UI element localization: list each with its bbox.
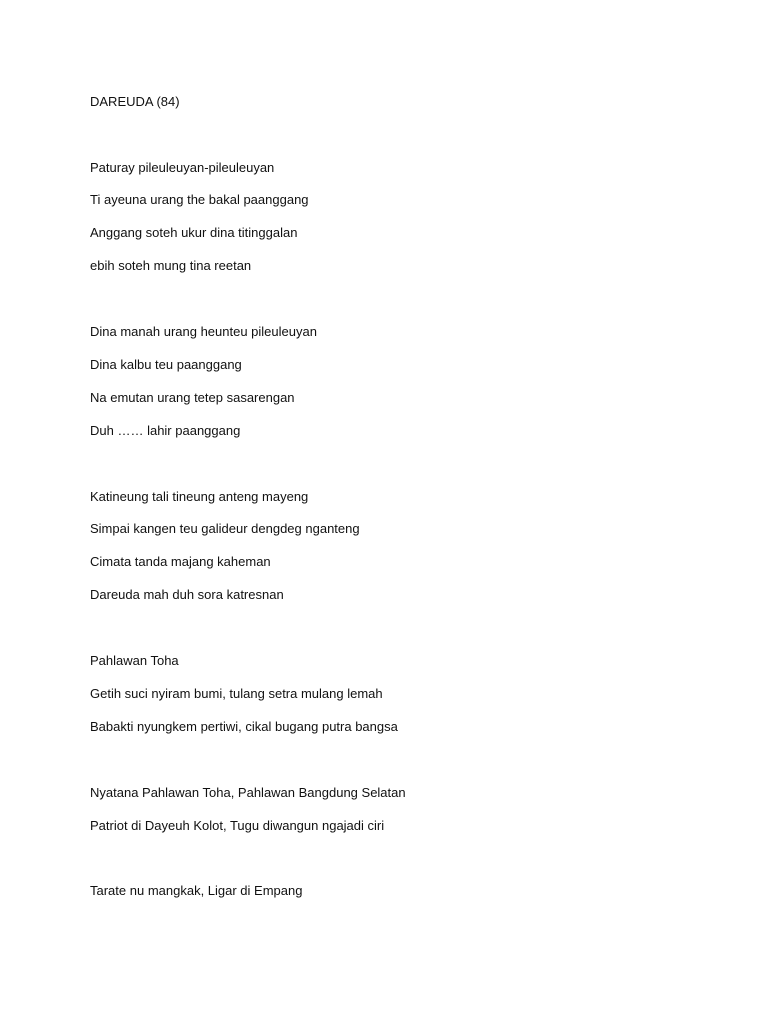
stanza-3-line-4: Dareuda mah duh sora katresnan — [90, 587, 284, 602]
stanza-2-line-1: Dina manah urang heunteu pileuleuyan — [90, 324, 317, 339]
stanza-5-line-1: Nyatana Pahlawan Toha, Pahlawan Bangdung Selatan — [90, 785, 406, 800]
stanza-2-line-3: Na emutan urang tetep sasarengan — [90, 390, 295, 405]
stanza-4-line-2: Getih suci nyiram bumi, tulang setra mulang lemah — [90, 686, 383, 701]
stanza-3-line-1: Katineung tali tineung anteng mayeng — [90, 489, 309, 504]
stanza-3-line-3: Cimata tanda majang kaheman — [90, 554, 271, 569]
stanza-2-line-2: Dina kalbu teu paanggang — [90, 357, 242, 372]
stanza-6-line-1: Tarate nu mangkak, Ligar di Empang — [90, 883, 303, 898]
stanza-1-line-1: Paturay pileuleuyan-pileuleuyan — [90, 160, 275, 175]
stanza-1-line-4: ebih soteh mung tina reetan — [90, 258, 252, 273]
stanza-4-line-1: Pahlawan Toha — [90, 653, 179, 668]
stanza-5-line-2: Patriot di Dayeuh Kolot, Tugu diwangun ngajadi ciri — [90, 818, 385, 833]
stanza-2-line-4: Duh …… lahir paanggang — [90, 423, 241, 438]
document-title: DAREUDA (84) — [90, 94, 180, 109]
stanza-4-line-3: Babakti nyungkem pertiwi, cikal bugang putra bangsa — [90, 719, 398, 734]
stanza-3-line-2: Simpai kangen teu galideur dengdeg nganteng — [90, 521, 360, 536]
stanza-1-line-3: Anggang soteh ukur dina titinggalan — [90, 225, 298, 240]
stanza-1-line-2: Ti ayeuna urang the bakal paanggang — [90, 192, 309, 207]
